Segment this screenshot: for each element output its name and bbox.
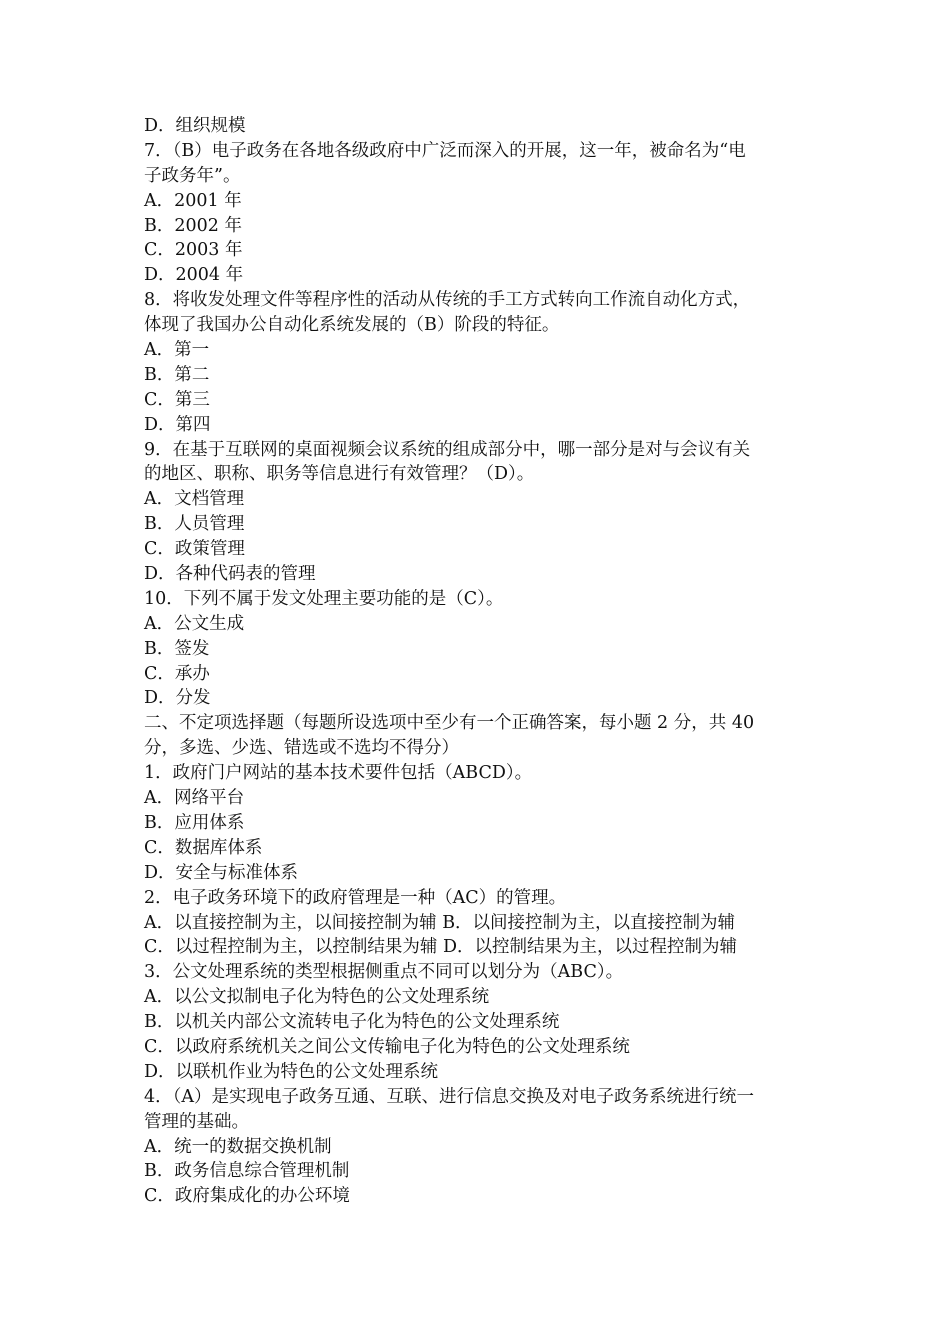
option-line: D．分发	[144, 688, 211, 709]
option-line: B．应用体系	[144, 812, 245, 833]
option-line: C．以过程控制为主，以控制结果为辅 D．以控制结果为主，以过程控制为辅	[144, 937, 737, 958]
option-line: C．承办	[144, 663, 210, 684]
option-line: C．数据库体系	[144, 837, 263, 858]
question-line: 管理的基础。	[144, 1111, 249, 1132]
option-line: A．第一	[144, 340, 210, 361]
option-line: A．2001 年	[144, 190, 242, 211]
question-line: 2．电子政务环境下的政府管理是一种（AC）的管理。	[144, 887, 567, 908]
question-line: 9．在基于互联网的桌面视频会议系统的组成部分中，哪一部分是对与会议有关	[144, 439, 751, 460]
section-heading: 二、不定项选择题（每题所设选项中至少有一个正确答案，每小题 2 分，共 40	[144, 713, 755, 734]
option-line: B．签发	[144, 638, 210, 659]
section-heading: 分，多选、少选、错选或不选均不得分）	[144, 738, 459, 759]
option-line: D．以联机作业为特色的公文处理系统	[144, 1061, 439, 1082]
option-line: C．2003 年	[144, 240, 243, 261]
option-line: C．政府集成化的办公环境	[144, 1186, 350, 1207]
option-line: C．政策管理	[144, 539, 245, 560]
option-line: A．网络平台	[144, 788, 245, 809]
option-line: B．人员管理	[144, 514, 245, 535]
option-line: C．以政府系统机关之间公文传输电子化为特色的公文处理系统	[144, 1036, 630, 1057]
option-line: B．2002 年	[144, 215, 242, 236]
question-line: 8．将收发处理文件等程序性的活动从传统的手工方式转向工作流自动化方式，	[144, 290, 751, 311]
option-line: B．以机关内部公文流转电子化为特色的公文处理系统	[144, 1012, 560, 1033]
question-line: 10．下列不属于发文处理主要功能的是（C）。	[144, 588, 504, 609]
question-line: 体现了我国办公自动化系统发展的（B）阶段的特征。	[144, 315, 560, 336]
question-line: 1．政府门户网站的基本技术要件包括（ABCD）。	[144, 763, 533, 784]
question-line: 子政务年”。	[144, 165, 241, 186]
question-line: 4．（A）是实现电子政务互通、互联、进行信息交换及对电子政务系统进行统一	[144, 1086, 755, 1107]
document-page	[144, 114, 814, 1209]
option-line: B．第二	[144, 364, 210, 385]
option-line: A．以公文拟制电子化为特色的公文处理系统	[144, 987, 490, 1008]
option-line: A．统一的数据交换机制	[144, 1136, 332, 1157]
question-line: 3．公文处理系统的类型根据侧重点不同可以划分为（ABC）。	[144, 962, 624, 983]
option-line: D．组织规模	[144, 116, 246, 136]
option-line: D．安全与标准体系	[144, 862, 299, 883]
option-line: D．2004 年	[144, 265, 244, 286]
option-line: D．各种代码表的管理	[144, 564, 316, 585]
question-line: 7．（B）电子政务在各地各级政府中广泛而深入的开展，这一年，被命名为“电	[144, 140, 746, 161]
option-line: D．第四	[144, 414, 211, 435]
option-line: B．政务信息综合管理机制	[144, 1161, 350, 1182]
option-line: C．第三	[144, 389, 210, 410]
option-line: A．文档管理	[144, 489, 245, 510]
option-line: A．公文生成	[144, 613, 245, 634]
option-line: A．以直接控制为主，以间接控制为辅 B．以间接控制为主，以直接控制为辅	[144, 912, 736, 933]
question-line: 的地区、职称、职务等信息进行有效管理？（D）。	[144, 464, 535, 485]
